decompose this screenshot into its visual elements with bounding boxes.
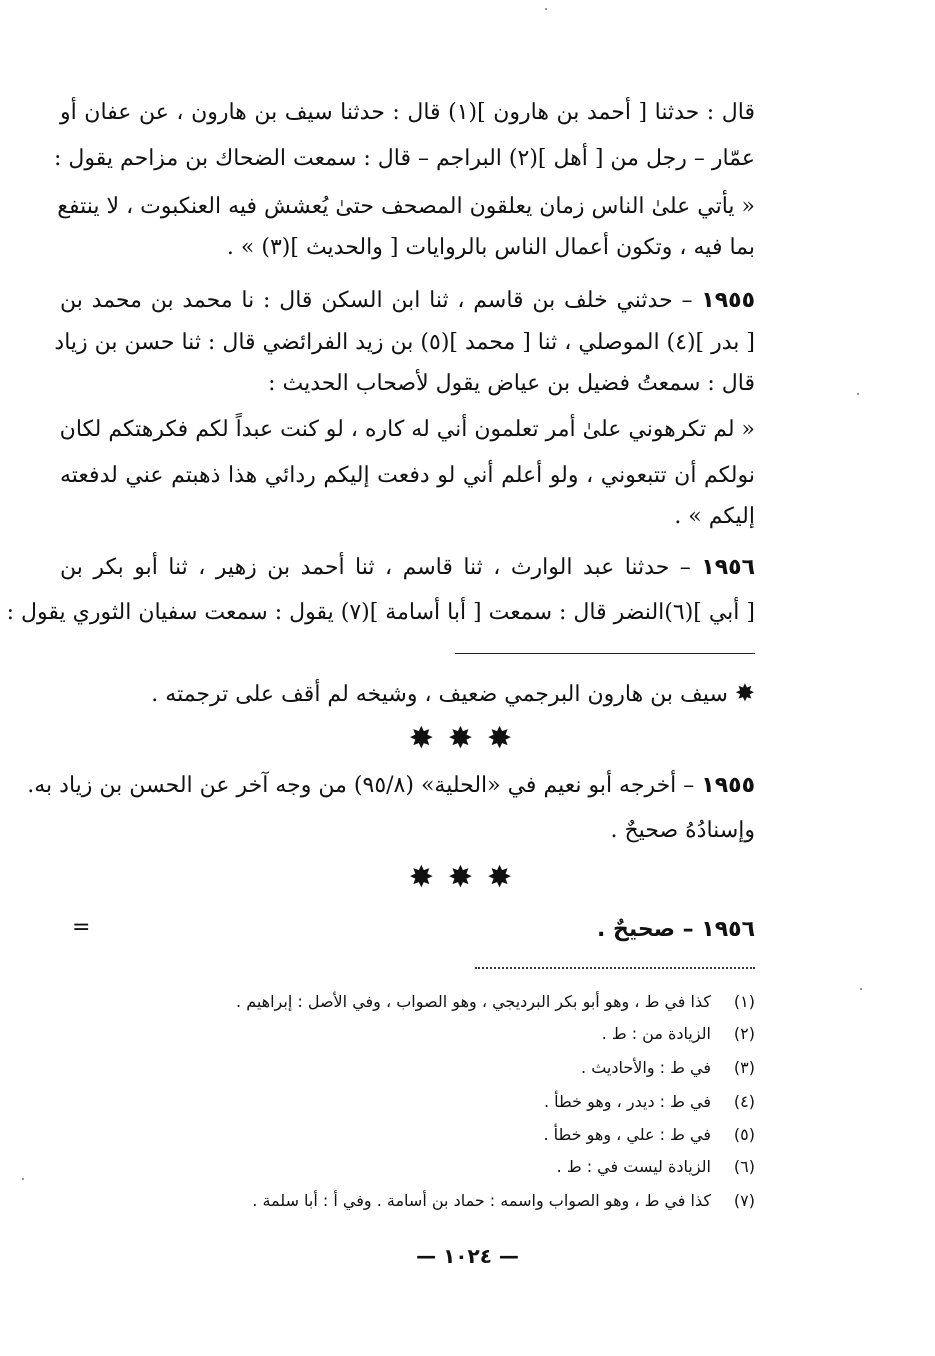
star-icon: ✸ xyxy=(734,679,755,707)
footnote-number: (٥) xyxy=(733,1125,755,1144)
footnote xyxy=(60,986,755,1018)
hadith-number: ١٩٥٦ xyxy=(701,555,755,580)
footnote-text: كذا في ط ، وهو أبو بكر البرديجي ، وهو الصواب ، وفي الأصل : إبراهيم . xyxy=(236,992,711,1011)
footnote-text: كذا في ط ، وهو الصواب واسمه : حماد بن أسامة . وفي أ : أبا سلمة . xyxy=(252,1191,711,1210)
separator-line xyxy=(455,653,755,654)
text-line: إليكم » . xyxy=(674,504,755,529)
text-line: [ بدر ](٤) الموصلي ، ثنا [ محمد ](٥) بن زيد الفرائضي قال : ثنا حسن بن زياد xyxy=(54,330,755,355)
text-line: نولكم أن تتبعوني ، ولو أعلم أني لو دفعت إليكم ردائي هذا ذهبتم عني لدفعته xyxy=(60,463,755,488)
footnote-number: (١) xyxy=(733,992,755,1011)
text-line: عمّار – رجل من [ أهل ](٢) البراجم – قال : سمعت الضحاك بن مزاحم يقول : xyxy=(53,146,755,171)
hadith-text: – حدثني خلف بن قاسم ، ثنا ابن السكن قال : نا محمد بن محمد بن xyxy=(60,288,702,313)
star-divider: ✸✸✸ xyxy=(408,860,527,895)
footnote-text: في ط : ديدر ، وهو خطأ . xyxy=(543,1092,711,1111)
hadith-1955-line xyxy=(60,281,755,321)
footnote xyxy=(60,1052,755,1084)
takhrij-1955-line xyxy=(27,766,755,806)
footnote-text: الزيادة من : ط . xyxy=(601,1024,711,1043)
footnote-number: (٧) xyxy=(733,1191,755,1210)
grade-text: – صحيحٌ . xyxy=(596,917,702,942)
footnote xyxy=(60,1151,755,1183)
hadith-1956-line xyxy=(60,548,755,588)
scan-speck xyxy=(22,1178,24,1180)
hadith-number: ١٩٥٥ xyxy=(701,773,755,798)
text-line: « يأتي علىٰ الناس زمان يعلقون المصحف حتىٰ يُعشش فيه العنكبوت ، لا ينتفع xyxy=(57,194,755,219)
text-line: قال : حدثنا [ أحمد بن هارون ](١) قال : حدثنا سيف بن هارون ، عن عفان أو xyxy=(60,100,755,125)
continuation-mark: = xyxy=(72,915,91,940)
footnote xyxy=(60,1086,755,1118)
text-line: وإسنادُهُ صحيحٌ . xyxy=(610,818,755,843)
footnote-text: في ط : علي ، وهو خطأ . xyxy=(543,1125,711,1144)
footnote-text: في ط : والأحاديث . xyxy=(581,1058,711,1077)
footnote-separator xyxy=(475,967,755,969)
takhrij-text: – أخرجه أبو نعيم في «الحلية» (٩٥/٨) من وجه آخر عن الحسن بن زياد به. xyxy=(27,773,702,798)
hadith-number: ١٩٥٦ xyxy=(701,917,755,942)
text-line: قال : سمعتُ فضيل بن عياض يقول لأصحاب الحديث : xyxy=(268,371,755,396)
scan-speck xyxy=(857,393,859,395)
footnote-number: (٦) xyxy=(733,1157,755,1176)
hadith-number: ١٩٥٥ xyxy=(701,288,755,313)
narrator-note xyxy=(60,673,755,713)
scan-speck xyxy=(860,988,862,990)
footnote xyxy=(60,1119,755,1151)
footnote xyxy=(60,1185,755,1217)
footnote-text: الزيادة ليست في : ط . xyxy=(556,1157,711,1176)
hadith-text: – حدثنا عبد الوارث ، ثنا قاسم ، ثنا أحمد بن زهير ، ثنا أبو بكر بن xyxy=(60,555,702,580)
text-line: « لم تكرهوني علىٰ أمر تعلمون أني له كاره ، لو كنت عبداً لكم فكرهتكم لكان xyxy=(59,417,755,442)
text-line: [ أبي ](٦)النضر قال : سمعت [ أبا أسامة ](٧) يقول : سمعت سفيان الثوري يقول : xyxy=(6,600,755,625)
footnote-number: (٢) xyxy=(733,1024,755,1043)
footnote xyxy=(60,1018,755,1050)
narrator-note-text: سيف بن هارون البرجمي ضعيف ، وشيخه لم أقف على ترجمته . xyxy=(151,682,735,707)
page-number: — ١٠٢٤ — xyxy=(416,1244,519,1268)
scan-speck xyxy=(545,8,547,10)
text-line: بما فيه ، وتكون أعمال الناس بالروايات [ والحديث ](٣) » . xyxy=(226,235,755,260)
grade-1956-line xyxy=(60,910,755,950)
star-divider: ✸✸✸ xyxy=(408,721,527,756)
footnote-number: (٣) xyxy=(733,1058,755,1077)
footnote-number: (٤) xyxy=(733,1092,755,1111)
